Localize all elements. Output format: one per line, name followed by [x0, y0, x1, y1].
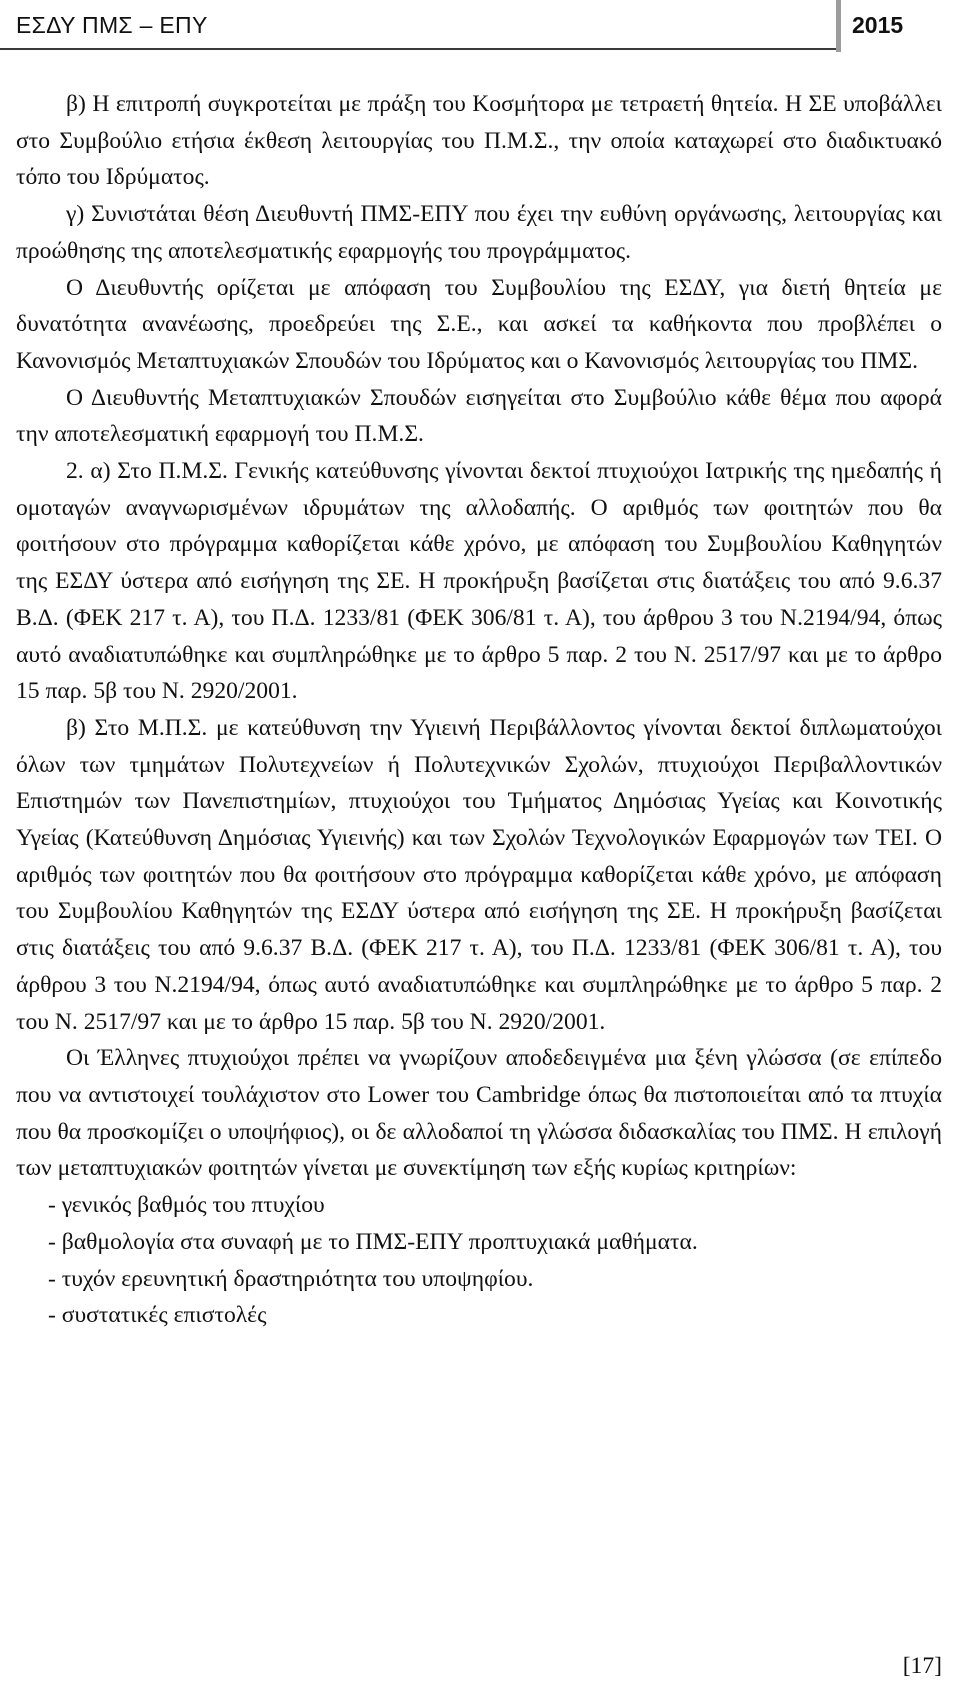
criteria-item: - τυχόν ερευνητική δραστηριότητα του υποψηφίου. — [48, 1265, 534, 1292]
criteria-item: - γενικός βαθμός του πτυχίου — [48, 1192, 325, 1219]
paragraph-general-admission: 2. α) Στο Π.Μ.Σ. Γενικής κατεύθυνσης γίνονται δεκτοί πτυχιούχοι Ιατρικής της ημεδαπής ή ομοταγών αναγνωρισμένων ιδρυμάτων της αλλοδαπής. Ο αριθμός των φοιτητών που θα φοιτήσουν στο πρόγραμμα καθορίζεται κάθε χρόνο, με απόφαση του Συμβουλίου Καθηγητών της ΕΣΔΥ ύστερα από εισήγηση της ΣΕ. Η προκήρυξη βασίζεται στις διατάξεις του από 9.6.37 Β.Δ. (ΦΕΚ 217 τ. Α), του Π.Δ. 1233/81 (ΦΕΚ 306/81 τ. Α), του άρθρου 3 του Ν.2194/94, όπως αυτό αναδιατυπώθηκε και συμπληρώθηκε με το άρθρο 5 παρ. 2 του Ν. 2517/97 και με το άρθρο 15 παρ. 5β του Ν. 2920/2001. — [16, 458, 942, 705]
criteria-item: - βαθμολογία στα συναφή με το ΠΜΣ-ΕΠΥ προπτυχιακά μαθήματα. — [48, 1228, 698, 1255]
header-divider — [836, 0, 841, 52]
criteria-item: - συστατικές επιστολές — [48, 1302, 267, 1329]
header-title: ΕΣΔΥ ΠΜΣ – ΕΠΥ — [16, 12, 208, 38]
paragraph-director-appointment: Ο Διευθυντής ορίζεται με απόφαση του Συμβουλίου της ΕΣΔΥ, για διετή θητεία με δυνατότητα ανανέωσης, προεδρεύει της Σ.Ε., και ασκεί τα καθήκοντα που προβλέπει ο Κανονισμός Μεταπτυχιακών Σπουδών του Ιδρύματος και ο Κανονισμός λειτουργίας του ΠΜΣ. — [16, 274, 942, 374]
criteria-list — [16, 1187, 942, 1334]
document-body — [16, 86, 942, 1334]
page-header — [0, 0, 960, 56]
paragraph-director-position: γ) Συνιστάται θέση Διευθυντή ΠΜΣ-ΕΠΥ που έχει την ευθύνη οργάνωσης, λειτουργίας και προώθησης της αποτελεσματικής εφαρμογής του προγράμματος. — [16, 201, 942, 264]
page-number: [17] — [902, 1653, 942, 1679]
header-rule — [0, 48, 836, 50]
paragraph-committee: β) Η επιτροπή συγκροτείται με πράξη του Κοσμήτορα με τετραετή θητεία. Η ΣΕ υποβάλλει στο Συμβούλιο ετήσια έκθεση λειτουργίας του Π.Μ.Σ., την οποία καταχωρεί στο διαδικτυακό τόπο του Ιδρύματος. — [16, 91, 942, 191]
paragraph-language-requirements: Οι Έλληνες πτυχιούχοι πρέπει να γνωρίζουν αποδεδειγμένα μια ξένη γλώσσα (σε επίπεδο που να αντιστοιχεί τουλάχιστον στο Lower του Cambridge όπως θα πιστοποιείται από τα πτυχία που θα προσκομίζει ο υποψήφιος), οι δε αλλοδαποί τη γλώσσα διδασκαλίας του ΠΜΣ. Η επιλογή των μεταπτυχιακών φοιτητών γίνεται με συνεκτίμηση των εξής κυρίως κριτηρίων: — [16, 1045, 942, 1182]
paragraph-environmental-admission: β) Στο Μ.Π.Σ. με κατεύθυνση την Υγιεινή Περιβάλλοντος γίνονται δεκτοί διπλωματούχοι όλων των τμημάτων Πολυτεχνείων ή Πολυτεχνικών Σχολών, πτυχιούχοι Περιβαλλοντικών Επιστημών των Πανεπιστημίων, πτυχιούχοι του Τμήματος Δημόσιας Υγείας και Κοινοτικής Υγείας (Κατεύθυνση Δημόσιας Υγιεινής) και των Σχολών Τεχνολογικών Εφαρμογών των ΤΕΙ. Ο αριθμός των φοιτητών που θα φοιτήσουν στο πρόγραμμα καθορίζεται κάθε χρόνο, με απόφαση του Συμβουλίου Καθηγητών της ΕΣΔΥ ύστερα από εισήγηση της ΣΕ. Η προκήρυξη βασίζεται στις διατάξεις του από 9.6.37 Β.Δ. (ΦΕΚ 217 τ. Α), του Π.Δ. 1233/81 (ΦΕΚ 306/81 τ. Α), του άρθρου 3 του Ν.2194/94, όπως αυτό αναδιατυπώθηκε και συμπληρώθηκε με το άρθρο 5 παρ. 2 του Ν. 2517/97 και με το άρθρο 15 παρ. 5β του Ν. 2920/2001. — [16, 714, 942, 1035]
paragraph-director-duties: Ο Διευθυντής Μεταπτυχιακών Σπουδών εισηγείται στο Συμβούλιο κάθε θέμα που αφορά την αποτελεσματική εφαρμογή του Π.Μ.Σ. — [16, 384, 942, 448]
header-year: 2015 — [852, 12, 904, 38]
